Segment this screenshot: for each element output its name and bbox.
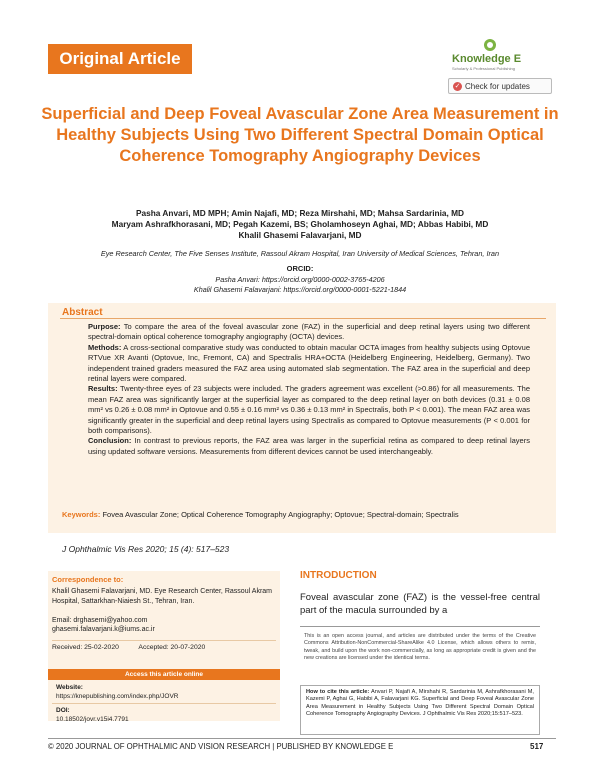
doi-label: DOI: — [56, 707, 70, 714]
license-divider — [300, 626, 540, 627]
article-type-badge: Original Article — [48, 44, 192, 74]
author-line: Khalil Ghasemi Falavarjani, MD — [238, 230, 362, 240]
abstract-purpose: Purpose: To compare the area of the foveal avascular zone (FAZ) in the superficial and deep retinal layers using two different spectral-domain optical coherence tomography angiography (OCTA) devices. — [88, 322, 530, 342]
footer-text: © 2020 JOURNAL OF OPHTHALMIC AND VISION RESEARCH | PUBLISHED BY KNOWLEDGE E — [48, 742, 394, 751]
article-dates — [52, 644, 272, 651]
publisher-tagline: Scholarly & Professional Publishing — [452, 66, 515, 71]
correspondence-heading: Correspondence to: — [52, 575, 124, 584]
correspondence-email[interactable]: ghasemi.falavarjani.k@iums.ac.ir — [52, 626, 155, 633]
check-updates-icon: ✓ — [454, 83, 461, 90]
access-divider — [52, 703, 276, 704]
introduction-text: Foveal avascular zone (FAZ) is the vessel-free central part of the macula surrounded by a — [300, 592, 540, 616]
citation-label: How to cite this article: — [306, 689, 370, 695]
website-label: Website: — [56, 684, 83, 691]
page-number: 517 — [530, 742, 544, 751]
access-online-bar: Access this article online — [48, 669, 280, 680]
abstract-conclusion: Conclusion: In contrast to previous reports, the FAZ area was larger in the superficial retina as compared to deep retinal layers using updated software versions. Measurements from different devices cannot be used interchangeably. — [88, 436, 530, 456]
keywords-label: Keywords: — [62, 510, 101, 519]
abstract-divider — [60, 318, 546, 319]
author-line: Maryam Ashrafkhorasani, MD; Pegah Kazemi, BS; Gholamhoseyn Aghai, MD; Abbas Habibi, MD — [111, 219, 489, 229]
abstract-methods: Methods: A cross-sectional comparative study was conducted to obtain macular OCTA images from healthy subjects using Optovue RTVue XR Avanti (Optovue, Inc, Fremont, CA) and Spectralis HRA+OCTA (Heidelberg Engineering, Heidelberg, Germany). Two independent trained graders measured the FAZ area using automated slab segmentation. The FAZ area in the superficial and deep retinal layers were compared. — [88, 342, 530, 384]
website-link[interactable]: https://knepublishing.com/index.php/JOVR — [56, 693, 179, 700]
orcid-entry[interactable]: Khalil Ghasemi Falavarjani: https://orcid.org/0000-0001-5221-1844 — [193, 285, 407, 294]
publisher-logo[interactable] — [448, 38, 560, 72]
keywords — [62, 510, 532, 520]
author-list — [60, 208, 540, 241]
check-for-updates-button[interactable] — [448, 78, 552, 94]
correspondence-email[interactable]: Email: drghasemi@yahoo.com — [52, 617, 148, 624]
abstract-body — [88, 322, 530, 457]
introduction-heading: INTRODUCTION — [300, 570, 377, 581]
journal-reference: J Ophthalmic Vis Res 2020; 15 (4): 517–523 — [62, 544, 230, 554]
orcid-heading: ORCID: — [286, 264, 314, 273]
orcid-entry[interactable]: Pasha Anvari: https://orcid.org/0000-0002-3765-4206 — [215, 275, 385, 284]
check-updates-label: Check for updates — [465, 81, 530, 91]
knowledge-e-logo-icon — [483, 38, 497, 52]
correspondence-address: Khalil Ghasemi Falavarjani, MD. Eye Research Center, Rassoul Akram Hospital, Sattarkhan-Niaiesh St., Tehran, Iran. — [52, 588, 272, 605]
footer-divider — [48, 738, 556, 739]
author-line: Pasha Anvari, MD MPH; Amin Najafi, MD; Reza Mirshahi, MD; Mahsa Sardarinia, MD — [135, 208, 465, 218]
accepted-date: Accepted: 20-07-2020 — [138, 644, 206, 651]
publisher-name: Knowledge E — [452, 53, 522, 65]
article-title: Superficial and Deep Foveal Avascular Zone Area Measurement in Healthy Subjects Using Two Different Spectral Domain Optical Coherence Tomography Angiography Devices — [41, 105, 559, 165]
abstract-results: Results: Twenty-three eyes of 23 subjects were included. The graders agreement was excellent (>0.86) for all measurements. The mean FAZ area was significantly larger at the superficial layer as compared to the deep retinal layer on both devices (0.31 ± 0.08 mm² vs 0.26 ± 0.08 mm² in Optovue and 0.55 ± 0.16 mm² vs 0.36 ± 0.13 mm² in Spectralis, both P < 0.001). The mean FAZ area was significantly greater in the superficial and deep retinal layers using Spectralis as compared to Optovue measurements (P < 0.001 for both comparisons). — [88, 384, 531, 436]
affiliation: Eye Research Center, The Five Senses Institute, Rassoul Akram Hospital, Iran University of Medical Sciences, Tehran, Iran — [100, 249, 500, 258]
doi-link[interactable]: 10.18502/jovr.v15i4.7791 — [56, 716, 129, 723]
abstract-heading: Abstract — [62, 307, 103, 318]
citation-text — [306, 689, 534, 718]
correspondence-divider — [52, 640, 276, 641]
received-date: Received: 25-02-2020 — [52, 644, 119, 651]
citation-body: Anvari P, Najafi A, Mirshahi R, Sardarinia M, Ashrafkhorasani M, Kazemi P, Aghai G, Habibi A, Falavarjani KG. Superficial and Deep Foveal Avascular Zone Area Measurement in Healthy Subjects Using Two Different Spectral Domain Optical Coherence Tomography Angiography Devices. J Ophthalmic Vis Res 2020;15:517–523. — [306, 689, 534, 717]
keywords-list: Fovea Avascular Zone; Optical Coherence Tomography Angiography; Optovue; Spectral-domain; Spectralis — [102, 510, 459, 519]
license-notice: This is an open access journal, and articles are distributed under the terms of the Creative Commons Attribution-NonCommercial-ShareAlike 4.0 License, which allows others to remix, tweak, and build upon the work non-commercially, as long as appropriate credit is given and the new creations are licensed under the identical terms. — [304, 633, 536, 662]
